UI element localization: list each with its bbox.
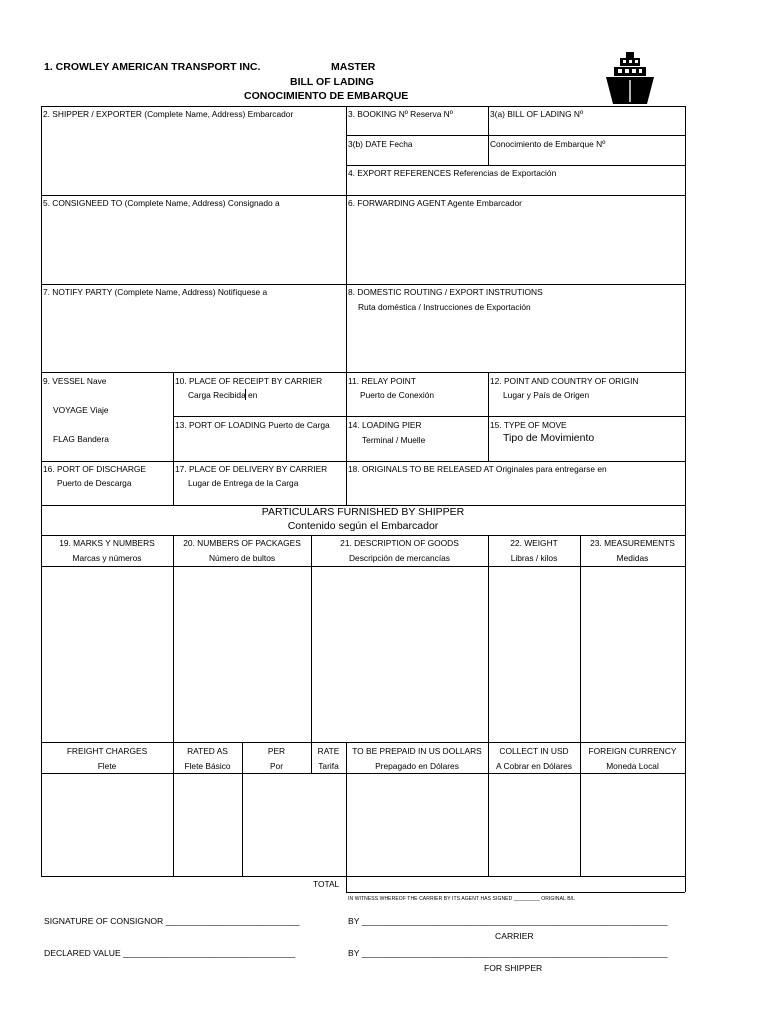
voyage-label: VOYAGE Viaje (53, 405, 109, 415)
type-of-move-label: 15. TYPE OF MOVE (490, 420, 567, 430)
point-of-origin-label: 12. POINT AND COUNTRY OF ORIGIN (490, 376, 639, 386)
originals-release-label: 18. ORIGINALS TO BE RELEASED AT Originales para entregarse en (348, 464, 607, 474)
vessel-label: 9. VESSEL Nave (43, 376, 107, 386)
point-of-origin-es-label: Lugar y País de Origen (503, 390, 590, 400)
company-name: 1. CROWLEY AMERICAN TRANSPORT INC. (44, 61, 261, 73)
loading-pier-label: 14. LOADING PIER (348, 420, 422, 430)
rate-header: RATE (317, 746, 340, 756)
description-header-es: Descripción de mercancías (348, 553, 450, 563)
place-of-receipt-es-label: Carga Recibida en (188, 390, 258, 400)
per-header: PER (267, 746, 286, 756)
foreign-currency-header-es: Moneda Local (606, 761, 659, 771)
prepaid-header: TO BE PREPAID IN US DOLLARS (352, 746, 482, 756)
loading-pier-es-label: Terminal / Muelle (362, 435, 426, 445)
relay-point-es-label: Puerto de Conexión (360, 390, 435, 400)
master-label: MASTER (331, 61, 376, 73)
consignor-signature-line[interactable]: SIGNATURE OF CONSIGNOR ____________________________ (44, 916, 300, 926)
bill-of-lading-no-label: 3(a) BILL OF LADING Nº (490, 109, 584, 119)
for-shipper-label: FOR SHIPPER (484, 963, 543, 973)
weight-header: 22. WEIGHT (510, 538, 558, 548)
prepaid-header-es: Prepagado en Dólares (375, 761, 459, 771)
forwarding-agent-label: 6. FORWARDING AGENT Agente Embarcador (348, 198, 522, 208)
port-of-discharge-label: 16. PORT OF DISCHARGE (43, 464, 147, 474)
text-cursor (245, 389, 246, 400)
measurements-header-es: Medidas (616, 553, 649, 563)
domestic-routing-es-label: Ruta doméstica / Instrucciones de Exportación (358, 302, 531, 312)
carrier-by-line[interactable]: BY ________________________________________________________________ (348, 916, 668, 926)
place-of-receipt-label: 10. PLACE OF RECEIPT BY CARRIER (175, 376, 323, 386)
particulars-subtitle: Contenido según el Embarcador (287, 520, 439, 532)
rated-as-header-es: Flete Básico (184, 761, 231, 771)
foreign-currency-header: FOREIGN CURRENCY (588, 746, 677, 756)
type-of-move-es-label: Tipo de Movimiento (503, 432, 595, 444)
packages-header: 20. NUMBERS OF PACKAGES (183, 538, 301, 548)
witness-statement: IN WITNESS WHEREOF THE CARRIER BY ITS AGENT HAS SIGNED _________ ORIGINAL B/L (348, 896, 576, 902)
domestic-routing-label: 8. DOMESTIC ROUTING / EXPORT INSTRUTIONS (348, 287, 543, 297)
description-header: 21. DESCRIPTION OF GOODS (340, 538, 459, 548)
weight-header-es: Libras / kilos (510, 553, 558, 563)
document-subtitle: CONOCIMIENTO DE EMBARQUE (244, 90, 409, 102)
bill-of-lading-no-es-label: Conocimiento de Embarque Nº (490, 139, 606, 149)
notify-party-label: 7. NOTIFY PARTY (Complete Name, Address) Notifíquese a (43, 287, 268, 297)
total-label: TOTAL (313, 879, 340, 889)
declared-value-line[interactable]: DECLARED VALUE ____________________________________ (44, 948, 296, 958)
rated-as-header: RATED AS (187, 746, 228, 756)
port-of-loading-label: 13. PORT OF LOADING Puerto de Carga (175, 420, 330, 430)
collect-header: COLLECT IN USD (499, 746, 569, 756)
export-references-label: 4. EXPORT REFERENCES Referencias de Exportación (348, 168, 557, 178)
freight-charges-header-es: Flete (97, 761, 117, 771)
collect-header-es: A Cobrar en Dólares (496, 761, 572, 771)
measurements-header: 23. MEASUREMENTS (590, 538, 675, 548)
marks-header: 19. MARKS Y NUMBERS (59, 538, 155, 548)
freight-charges-header: FREIGHT CHARGES (66, 746, 148, 756)
per-header-es: Por (269, 761, 284, 771)
document-title: BILL OF LADING (290, 76, 374, 88)
place-of-delivery-label: 17. PLACE OF DELIVERY BY CARRIER (175, 464, 328, 474)
port-of-discharge-es-label: Puerto de Descarga (57, 478, 132, 488)
ship-icon (603, 50, 657, 106)
booking-field-label: 3. BOOKING Nº Reserva Nº (348, 109, 453, 119)
shipper-by-line[interactable]: BY ________________________________________________________________ (348, 948, 668, 958)
date-field-label: 3(b) DATE Fecha (348, 139, 413, 149)
place-of-delivery-es-label: Lugar de Entrega de la Carga (188, 478, 299, 488)
rate-header-es: Tarifa (318, 761, 339, 771)
packages-header-es: Número de bultos (208, 553, 276, 563)
marks-header-es: Marcas y números (72, 553, 142, 563)
flag-label: FLAG Bandera (53, 434, 109, 444)
shipper-field-label: 2. SHIPPER / EXPORTER (Complete Name, Address) Embarcador (43, 109, 294, 119)
carrier-label: CARRIER (495, 931, 534, 941)
particulars-title: PARTICULARS FURNISHED BY SHIPPER (261, 506, 465, 518)
consignee-field-label: 5. CONSIGNEED TO (Complete Name, Address) Consignado a (43, 198, 280, 208)
relay-point-label: 11. RELAY POINT (348, 376, 416, 386)
